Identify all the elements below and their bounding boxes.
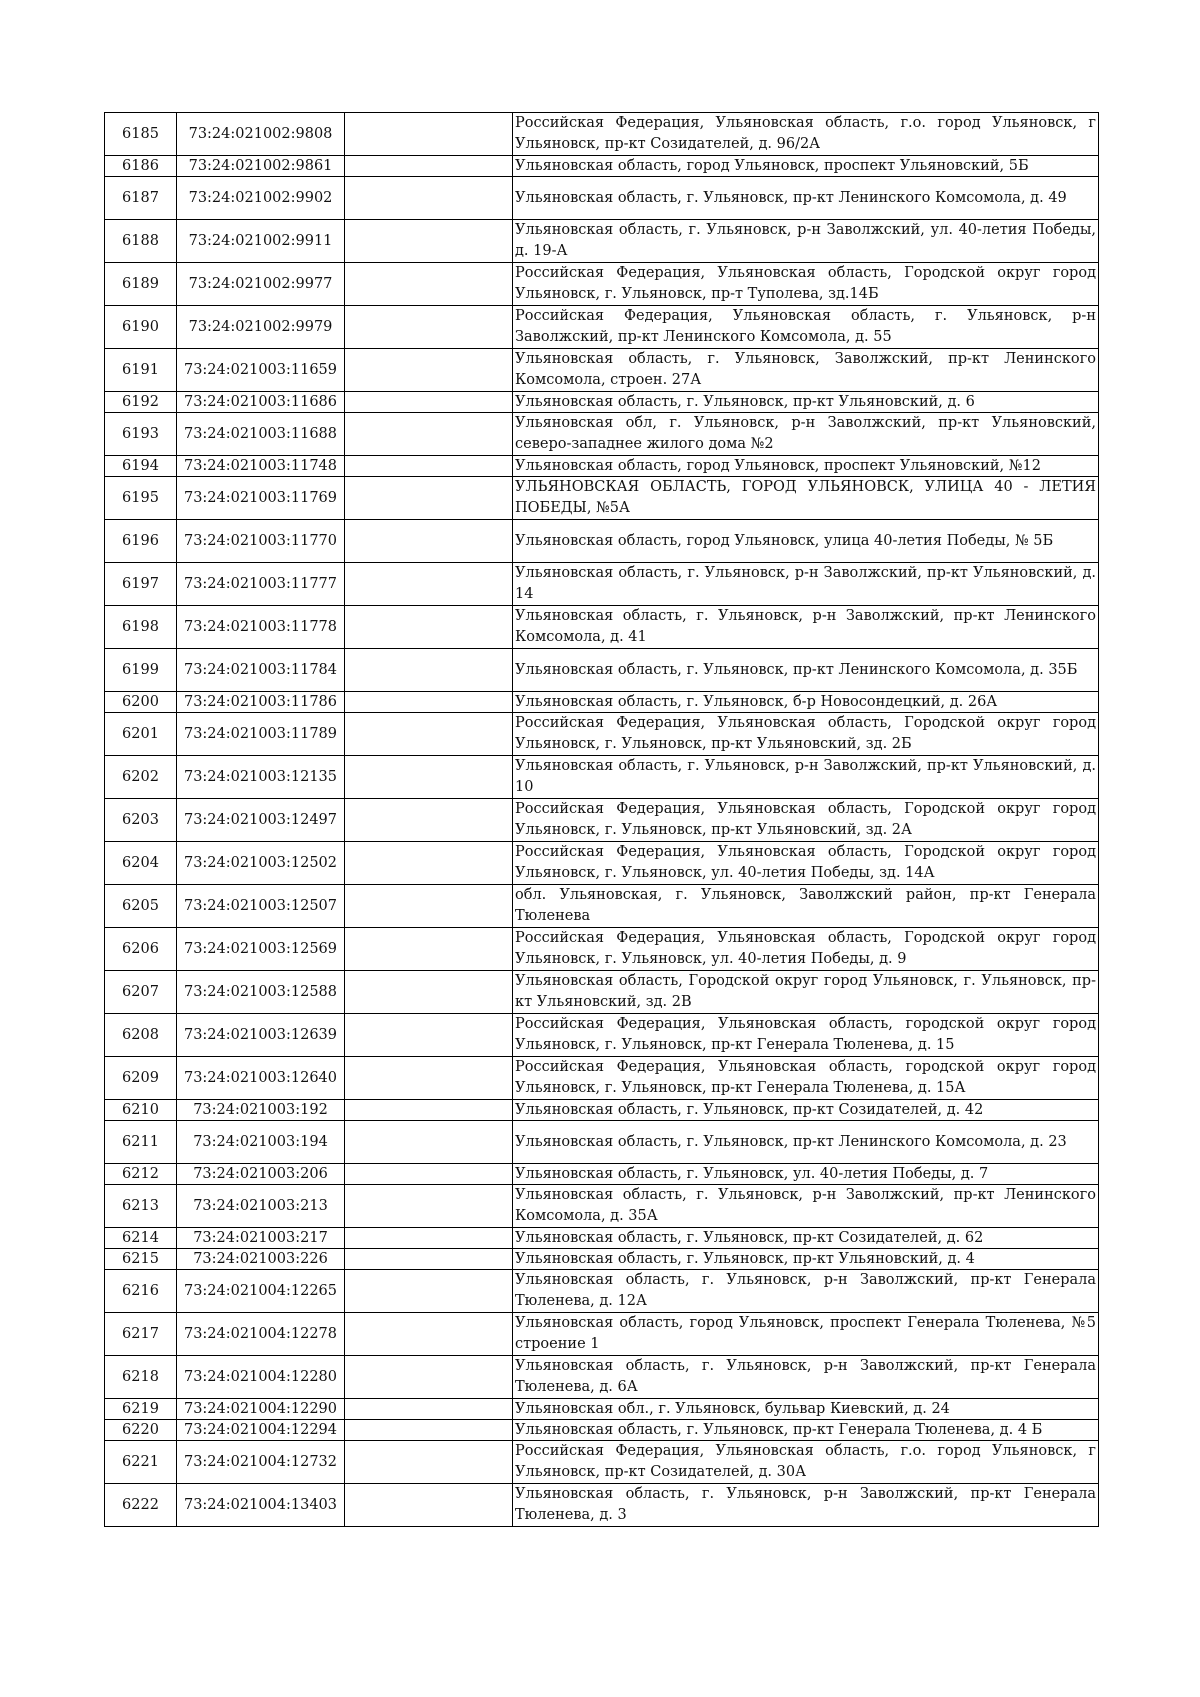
cadastral-number-cell: 73:24:021004:12294 <box>177 1420 345 1441</box>
address-cell: обл. Ульяновская, г. Ульяновск, Заволжский район, пр-кт Генерала Тюленева <box>513 885 1099 928</box>
empty-cell <box>345 1057 513 1100</box>
row-number-cell: 6185 <box>105 113 177 156</box>
cadastral-number-cell: 73:24:021003:217 <box>177 1228 345 1249</box>
table-row <box>105 1270 1099 1313</box>
cadastral-number-cell: 73:24:021003:11786 <box>177 692 345 713</box>
table-row <box>105 156 1099 177</box>
row-number-cell: 6206 <box>105 928 177 971</box>
cadastral-number-cell: 73:24:021004:12280 <box>177 1356 345 1399</box>
empty-cell <box>345 1164 513 1185</box>
row-number-cell: 6193 <box>105 413 177 456</box>
table-row <box>105 349 1099 392</box>
cadastral-number-cell: 73:24:021003:12135 <box>177 756 345 799</box>
address-cell: Ульяновская обл., г. Ульяновск, бульвар Киевский, д. 24 <box>513 1399 1099 1420</box>
table-row <box>105 1228 1099 1249</box>
empty-cell <box>345 1313 513 1356</box>
cadastral-number-cell: 73:24:021003:11748 <box>177 456 345 477</box>
row-number-cell: 6218 <box>105 1356 177 1399</box>
row-number-cell: 6194 <box>105 456 177 477</box>
row-number-cell: 6204 <box>105 842 177 885</box>
empty-cell <box>345 1100 513 1121</box>
cadastral-number-cell: 73:24:021002:9861 <box>177 156 345 177</box>
table-row <box>105 606 1099 649</box>
cadastral-number-cell: 73:24:021003:192 <box>177 1100 345 1121</box>
cadastral-number-cell: 73:24:021003:11770 <box>177 520 345 563</box>
address-cell: Ульяновская обл, г. Ульяновск, р-н Заволжский, пр-кт Ульяновский, северо-западнее жилого дома №2 <box>513 413 1099 456</box>
cadastral-number-cell: 73:24:021002:9979 <box>177 306 345 349</box>
row-number-cell: 6208 <box>105 1014 177 1057</box>
cadastral-registry-table <box>104 112 1099 1527</box>
cadastral-number-cell: 73:24:021004:12265 <box>177 1270 345 1313</box>
empty-cell <box>345 477 513 520</box>
empty-cell <box>345 1420 513 1441</box>
address-cell: Ульяновская область, г. Ульяновск, пр-кт Генерала Тюленева, д. 4 Б <box>513 1420 1099 1441</box>
cadastral-number-cell: 73:24:021003:12497 <box>177 799 345 842</box>
cadastral-number-cell: 73:24:021003:12569 <box>177 928 345 971</box>
empty-cell <box>345 885 513 928</box>
cadastral-number-cell: 73:24:021002:9902 <box>177 177 345 220</box>
row-number-cell: 6213 <box>105 1185 177 1228</box>
empty-cell <box>345 606 513 649</box>
table-row <box>105 392 1099 413</box>
address-cell: Ульяновская область, город Ульяновск, проспект Ульяновский, 5Б <box>513 156 1099 177</box>
empty-cell <box>345 692 513 713</box>
table-row <box>105 885 1099 928</box>
empty-cell <box>345 1356 513 1399</box>
table-row <box>105 649 1099 692</box>
cadastral-number-cell: 73:24:021003:11778 <box>177 606 345 649</box>
row-number-cell: 6217 <box>105 1313 177 1356</box>
address-cell: Ульяновская область, г. Ульяновск, р-н Заволжский, пр-кт Ленинского Комсомола, д. 35А <box>513 1185 1099 1228</box>
table-row <box>105 1057 1099 1100</box>
address-cell: Российская Федерация, Ульяновская область, Городской округ город Ульяновск, г. Ульяновск, ул. 40-летия Победы, д. 9 <box>513 928 1099 971</box>
table-row <box>105 1014 1099 1057</box>
row-number-cell: 6201 <box>105 713 177 756</box>
address-cell: Ульяновская область, г. Ульяновск, пр-кт Ульяновский, д. 4 <box>513 1249 1099 1270</box>
row-number-cell: 6198 <box>105 606 177 649</box>
address-cell: Ульяновская область, г. Ульяновск, пр-кт Ленинского Комсомола, д. 35Б <box>513 649 1099 692</box>
address-cell: Российская Федерация, Ульяновская область, г. Ульяновск, р-н Заволжский, пр-кт Ленинского Комсомола, д. 55 <box>513 306 1099 349</box>
address-cell: Ульяновская область, г. Ульяновск, ул. 40-летия Победы, д. 7 <box>513 1164 1099 1185</box>
address-cell: Российская Федерация, Ульяновская область, Городской округ город Ульяновск, г. Ульяновск, пр-кт Ульяновский, зд. 2А <box>513 799 1099 842</box>
row-number-cell: 6195 <box>105 477 177 520</box>
row-number-cell: 6211 <box>105 1121 177 1164</box>
address-cell: Ульяновская область, г. Ульяновск, пр-кт Ленинского Комсомола, д. 49 <box>513 177 1099 220</box>
cadastral-number-cell: 73:24:021003:206 <box>177 1164 345 1185</box>
empty-cell <box>345 1270 513 1313</box>
cadastral-number-cell: 73:24:021004:13403 <box>177 1484 345 1527</box>
table-row <box>105 563 1099 606</box>
address-cell: Российская Федерация, Ульяновская область, Городской округ город Ульяновск, г. Ульяновск, пр-кт Ульяновский, зд. 2Б <box>513 713 1099 756</box>
row-number-cell: 6188 <box>105 220 177 263</box>
row-number-cell: 6216 <box>105 1270 177 1313</box>
table-row <box>105 1441 1099 1484</box>
row-number-cell: 6187 <box>105 177 177 220</box>
cadastral-number-cell: 73:24:021003:11777 <box>177 563 345 606</box>
empty-cell <box>345 1249 513 1270</box>
empty-cell <box>345 928 513 971</box>
row-number-cell: 6219 <box>105 1399 177 1420</box>
table-row <box>105 113 1099 156</box>
address-cell: Ульяновская область, Городской округ город Ульяновск, г. Ульяновск, пр-кт Ульяновский, зд. 2В <box>513 971 1099 1014</box>
address-cell: Российская Федерация, Ульяновская область, городской округ город Ульяновск, г. Ульяновск, пр-кт Генерала Тюленева, д. 15А <box>513 1057 1099 1100</box>
table-row <box>105 842 1099 885</box>
cadastral-number-cell: 73:24:021003:11784 <box>177 649 345 692</box>
empty-cell <box>345 413 513 456</box>
address-cell: Ульяновская область, г. Ульяновск, пр-кт Созидателей, д. 42 <box>513 1100 1099 1121</box>
table-row <box>105 756 1099 799</box>
address-cell: Ульяновская область, г. Ульяновск, р-н Заволжский, пр-кт Генерала Тюленева, д. 3 <box>513 1484 1099 1527</box>
address-cell: Ульяновская область, г. Ульяновск, р-н Заволжский, ул. 40-летия Победы, д. 19-А <box>513 220 1099 263</box>
address-cell: Российская Федерация, Ульяновская область, городской округ город Ульяновск, г. Ульяновск, пр-кт Генерала Тюленева, д. 15 <box>513 1014 1099 1057</box>
row-number-cell: 6207 <box>105 971 177 1014</box>
empty-cell <box>345 349 513 392</box>
cadastral-number-cell: 73:24:021004:12732 <box>177 1441 345 1484</box>
table-row <box>105 456 1099 477</box>
cadastral-number-cell: 73:24:021003:226 <box>177 1249 345 1270</box>
empty-cell <box>345 1185 513 1228</box>
cadastral-number-cell: 73:24:021003:12588 <box>177 971 345 1014</box>
address-cell: Российская Федерация, Ульяновская область, г.о. город Ульяновск, г Ульяновск, пр-кт Созидателей, д. 96/2А <box>513 113 1099 156</box>
address-cell: Ульяновская область, г. Ульяновск, р-н Заволжский, пр-кт Ленинского Комсомола, д. 41 <box>513 606 1099 649</box>
row-number-cell: 6209 <box>105 1057 177 1100</box>
address-cell: Ульяновская область, город Ульяновск, проспект Ульяновский, №12 <box>513 456 1099 477</box>
table-row <box>105 520 1099 563</box>
cadastral-number-cell: 73:24:021003:11686 <box>177 392 345 413</box>
empty-cell <box>345 1228 513 1249</box>
cadastral-number-cell: 73:24:021002:9977 <box>177 263 345 306</box>
row-number-cell: 6196 <box>105 520 177 563</box>
row-number-cell: 6215 <box>105 1249 177 1270</box>
empty-cell <box>345 306 513 349</box>
row-number-cell: 6192 <box>105 392 177 413</box>
empty-cell <box>345 1121 513 1164</box>
cadastral-number-cell: 73:24:021003:12639 <box>177 1014 345 1057</box>
cadastral-number-cell: 73:24:021002:9911 <box>177 220 345 263</box>
table-row <box>105 799 1099 842</box>
empty-cell <box>345 113 513 156</box>
cadastral-number-cell: 73:24:021004:12278 <box>177 1313 345 1356</box>
table-row <box>105 1185 1099 1228</box>
row-number-cell: 6202 <box>105 756 177 799</box>
table-row <box>105 1249 1099 1270</box>
cadastral-number-cell: 73:24:021003:11789 <box>177 713 345 756</box>
table-row <box>105 1100 1099 1121</box>
row-number-cell: 6205 <box>105 885 177 928</box>
row-number-cell: 6186 <box>105 156 177 177</box>
address-cell: УЛЬЯНОВСКАЯ ОБЛАСТЬ, ГОРОД УЛЬЯНОВСК, УЛИЦА 40 - ЛЕТИЯ ПОБЕДЫ, №5А <box>513 477 1099 520</box>
address-cell: Ульяновская область, г. Ульяновск, р-н Заволжский, пр-кт Ульяновский, д. 10 <box>513 756 1099 799</box>
row-number-cell: 6203 <box>105 799 177 842</box>
address-cell: Ульяновская область, город Ульяновск, улица 40-летия Победы, № 5Б <box>513 520 1099 563</box>
row-number-cell: 6191 <box>105 349 177 392</box>
empty-cell <box>345 520 513 563</box>
empty-cell <box>345 971 513 1014</box>
cadastral-number-cell: 73:24:021003:12502 <box>177 842 345 885</box>
table-row <box>105 971 1099 1014</box>
table-row <box>105 1313 1099 1356</box>
empty-cell <box>345 1014 513 1057</box>
table-row <box>105 1484 1099 1527</box>
address-cell: Российская Федерация, Ульяновская область, г.о. город Ульяновск, г Ульяновск, пр-кт Созидателей, д. 30А <box>513 1441 1099 1484</box>
row-number-cell: 6197 <box>105 563 177 606</box>
table-row <box>105 177 1099 220</box>
row-number-cell: 6210 <box>105 1100 177 1121</box>
row-number-cell: 6212 <box>105 1164 177 1185</box>
cadastral-number-cell: 73:24:021003:213 <box>177 1185 345 1228</box>
table-row <box>105 413 1099 456</box>
address-cell: Ульяновская область, г. Ульяновск, пр-кт Ленинского Комсомола, д. 23 <box>513 1121 1099 1164</box>
empty-cell <box>345 1399 513 1420</box>
table-row <box>105 1164 1099 1185</box>
empty-cell <box>345 220 513 263</box>
empty-cell <box>345 263 513 306</box>
registry-table-body <box>105 113 1099 1527</box>
table-row <box>105 713 1099 756</box>
empty-cell <box>345 156 513 177</box>
cadastral-number-cell: 73:24:021003:194 <box>177 1121 345 1164</box>
table-row <box>105 306 1099 349</box>
address-cell: Ульяновская область, г. Ульяновск, р-н Заволжский, пр-кт Ульяновский, д. 14 <box>513 563 1099 606</box>
cadastral-number-cell: 73:24:021003:11769 <box>177 477 345 520</box>
address-cell: Ульяновская область, г. Ульяновск, р-н Заволжский, пр-кт Генерала Тюленева, д. 6А <box>513 1356 1099 1399</box>
table-row <box>105 477 1099 520</box>
address-cell: Российская Федерация, Ульяновская область, Городской округ город Ульяновск, г. Ульяновск, пр-т Туполева, зд.14Б <box>513 263 1099 306</box>
cadastral-number-cell: 73:24:021002:9808 <box>177 113 345 156</box>
row-number-cell: 6214 <box>105 1228 177 1249</box>
table-row <box>105 263 1099 306</box>
empty-cell <box>345 649 513 692</box>
address-cell: Ульяновская область, г. Ульяновск, б-р Новосондецкий, д. 26А <box>513 692 1099 713</box>
table-row <box>105 1121 1099 1164</box>
row-number-cell: 6190 <box>105 306 177 349</box>
empty-cell <box>345 177 513 220</box>
table-row <box>105 220 1099 263</box>
cadastral-number-cell: 73:24:021004:12290 <box>177 1399 345 1420</box>
row-number-cell: 6220 <box>105 1420 177 1441</box>
address-cell: Ульяновская область, г. Ульяновск, пр-кт Ульяновский, д. 6 <box>513 392 1099 413</box>
cadastral-number-cell: 73:24:021003:12640 <box>177 1057 345 1100</box>
table-row <box>105 1399 1099 1420</box>
empty-cell <box>345 563 513 606</box>
address-cell: Ульяновская область, город Ульяновск, проспект Генерала Тюленева, №5 строение 1 <box>513 1313 1099 1356</box>
empty-cell <box>345 799 513 842</box>
row-number-cell: 6199 <box>105 649 177 692</box>
cadastral-number-cell: 73:24:021003:12507 <box>177 885 345 928</box>
address-cell: Российская Федерация, Ульяновская область, Городской округ город Ульяновск, г. Ульяновск, ул. 40-летия Победы, зд. 14А <box>513 842 1099 885</box>
address-cell: Ульяновская область, г. Ульяновск, пр-кт Созидателей, д. 62 <box>513 1228 1099 1249</box>
row-number-cell: 6222 <box>105 1484 177 1527</box>
address-cell: Ульяновская область, г. Ульяновск, Заволжский, пр-кт Ленинского Комсомола, строен. 27А <box>513 349 1099 392</box>
empty-cell <box>345 713 513 756</box>
cadastral-number-cell: 73:24:021003:11688 <box>177 413 345 456</box>
table-row <box>105 692 1099 713</box>
empty-cell <box>345 456 513 477</box>
table-row <box>105 928 1099 971</box>
table-row <box>105 1420 1099 1441</box>
cadastral-number-cell: 73:24:021003:11659 <box>177 349 345 392</box>
empty-cell <box>345 1441 513 1484</box>
empty-cell <box>345 392 513 413</box>
empty-cell <box>345 1484 513 1527</box>
row-number-cell: 6221 <box>105 1441 177 1484</box>
empty-cell <box>345 842 513 885</box>
address-cell: Ульяновская область, г. Ульяновск, р-н Заволжский, пр-кт Генерала Тюленева, д. 12А <box>513 1270 1099 1313</box>
empty-cell <box>345 756 513 799</box>
row-number-cell: 6200 <box>105 692 177 713</box>
table-row <box>105 1356 1099 1399</box>
row-number-cell: 6189 <box>105 263 177 306</box>
